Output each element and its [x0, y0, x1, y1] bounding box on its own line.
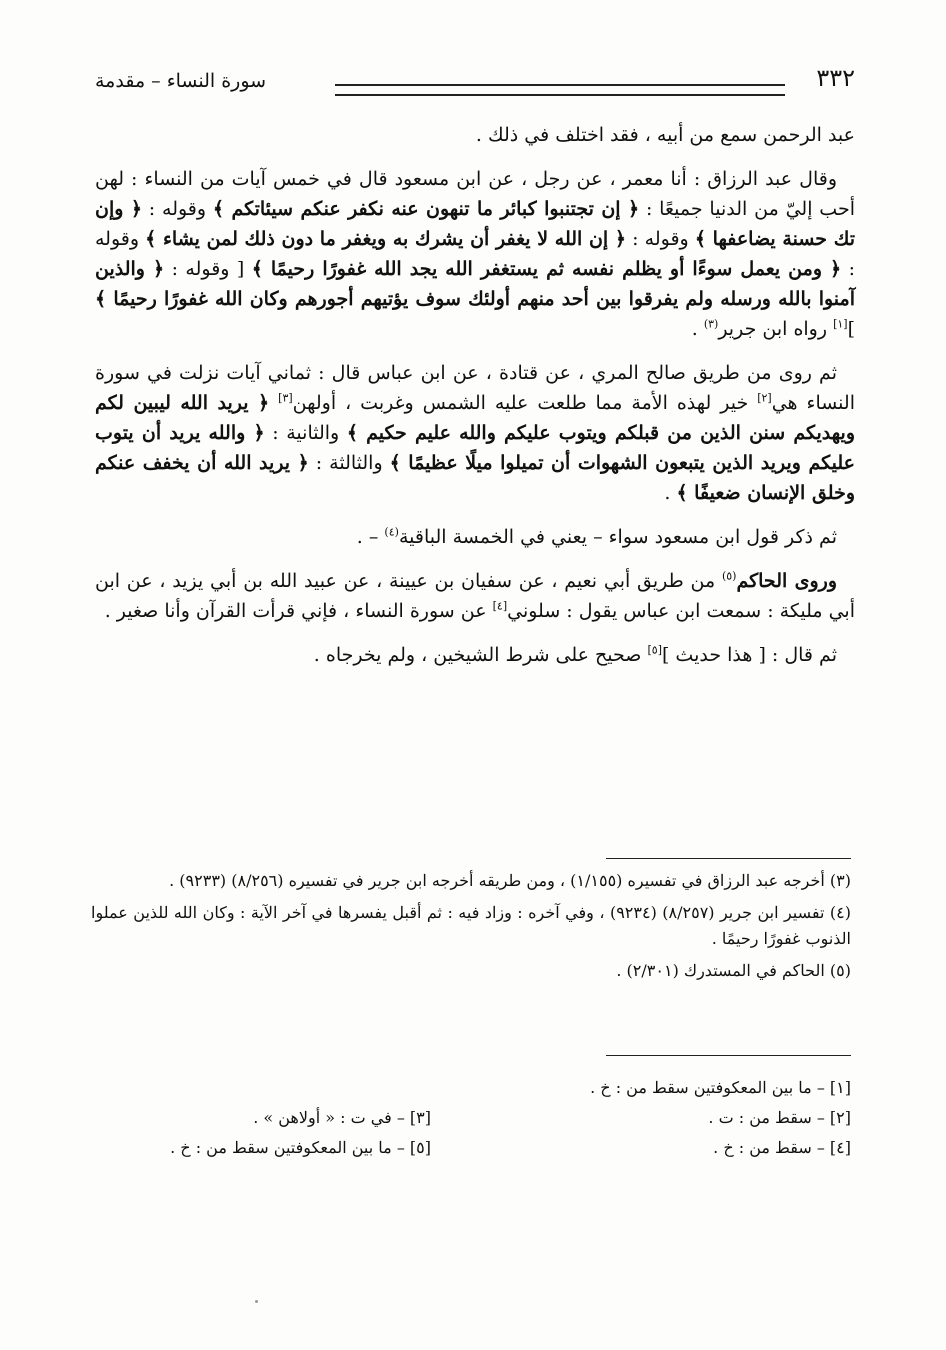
text: صحيح على شرط الشيخين ، ولم يخرجاه . — [313, 644, 648, 666]
text: ثم روى من طريق صالح المري ، عن قتادة ، عن ابن عباس قال : ثماني آيات نزلت في سورة النساء هي — [95, 362, 855, 414]
paragraph-5 — [95, 566, 855, 626]
paragraph-4 — [95, 522, 855, 552]
text: ] — [847, 318, 855, 340]
quran-verse: ﴿ والله يريد أن يتوب عليكم ويريد الذين يتبعون الشهوات أن تميلوا ميلًا عظيمًا ﴾ — [95, 422, 855, 474]
text: – . — [356, 526, 385, 548]
note-1: [١] – ما بين المعكوفتين سقط من : خ . — [590, 1077, 851, 1097]
note-4: [٤] – سقط من : خ . — [713, 1137, 851, 1157]
page-header — [95, 64, 855, 104]
paragraph-1 — [95, 120, 855, 150]
text: ثم ذكر قول ابن مسعود سواء – يعني في الخمسة الباقية — [398, 526, 837, 548]
bold-text: وروى الحاكم — [736, 570, 838, 592]
paragraph-2 — [95, 164, 855, 344]
main-text — [95, 120, 855, 684]
text: رواه ابن جرير — [718, 318, 834, 340]
text: من طريق أبي نعيم ، عن سفيان بن عيينة ، عن عبيد الله بن أبي يزيد ، عن ابن أبي مليكة : سمعت ابن عباس يقول : سلوني — [95, 570, 855, 622]
quran-verse: ﴿ إن تجتنبوا كبائر ما تنهون عنه نكفر عنكم سيئاتكم ﴾ — [212, 198, 640, 220]
running-title: سورة النساء – مقدمة — [95, 70, 267, 92]
text: والثالثة : — [308, 452, 390, 474]
note-ref: [٥] — [647, 643, 662, 657]
print-speck — [255, 1300, 258, 1303]
header-double-rule — [335, 84, 785, 96]
note-row — [91, 1072, 851, 1102]
text: وقوله : — [141, 198, 213, 220]
note-ref: [٤] — [492, 599, 508, 613]
footnote-ref: (٥) — [721, 569, 737, 583]
footnote-ref: (٤) — [384, 525, 399, 539]
quran-verse: ﴿ ومن يعمل سوءًا أو يظلم نفسه ثم يستغفر الله يجد الله غفورًا رحيمًا ﴾ — [251, 258, 842, 280]
text: خير لهذه الأمة مما طلعت عليه الشمس وغربت ، أولهن — [292, 392, 758, 414]
text: [ وقوله : — [164, 258, 252, 280]
text: وقال عبد الرزاق : أنا معمر ، عن رجل ، عن ابن مسعود قال في خمس آيات من النساء : لهن أحب إليّ من الدنيا جميعًا : — [95, 168, 855, 220]
quran-verse: ﴿ والذين آمنوا بالله ورسله ولم يفرقوا بين أحد منهم أولئك سوف يؤتيهم أجورهم وكان الله غفورًا رحيمًا ﴾ — [95, 258, 855, 310]
quran-verse: ﴿ يريد الله أن يخفف عنكم وخلق الإنسان ضعيفًا ﴾ — [95, 452, 855, 504]
text: وقوله : — [95, 228, 855, 280]
quran-verse: ﴿ يريد الله ليبين لكم ويهديكم سنن الذين من قبلكم ويتوب عليكم والله عليم حكيم ﴾ — [95, 392, 855, 444]
note-ref: [١] — [833, 317, 848, 331]
text: . — [664, 482, 677, 504]
footnote-ref: (٣) — [703, 317, 719, 331]
text: وقوله : — [626, 228, 695, 250]
text: والثانية : — [264, 422, 347, 444]
note-row — [91, 1132, 851, 1162]
text: عبد الرحمن سمع من أبيه ، فقد اختلف في ذلك . — [475, 124, 855, 146]
note-ref: [٢] — [757, 391, 772, 405]
footnotes — [91, 868, 851, 990]
variant-notes — [91, 1072, 851, 1162]
text: ثم قال : [ هذا حديث ] — [661, 644, 837, 666]
note-3: [٣] – في ت : « أولاهن » . — [253, 1107, 431, 1127]
footnote-3: (٣) أخرجه عبد الرزاق في تفسيره (١/١٥٥) ، ومن طريقه أخرجه ابن جرير في تفسيره (٨/٢٥٦) (٩٢٣٣) . — [169, 871, 851, 890]
quran-verse: ﴿ وإن تك حسنة يضاعفها ﴾ — [95, 198, 855, 250]
quran-verse: ﴿ إن الله لا يغفر أن يشرك به ويغفر ما دون ذلك لمن يشاء ﴾ — [145, 228, 627, 250]
page-number: ٣٣٢ — [816, 64, 855, 92]
text: عن سورة النساء ، فإني قرأت القرآن وأنا صغير . — [104, 600, 493, 622]
note-row — [91, 1102, 851, 1132]
note-2: [٢] – سقط من : ت . — [708, 1107, 851, 1127]
note-ref: [٣] — [278, 391, 293, 405]
notes-separator — [606, 1055, 851, 1056]
footnote-5: (٥) الحاكم في المستدرك (٢/٣٠١) . — [616, 961, 851, 980]
footnote-4: (٤) تفسير ابن جرير (٨/٢٥٧) (٩٢٣٤) ، وفي آخره : وزاد فيه : ثم أقبل يفسرها في آخر الآية : وكان الله للذين عملوا الذنوب غفورًا رحيمًا . — [91, 903, 851, 948]
text: . — [691, 318, 704, 340]
paragraph-3 — [95, 358, 855, 508]
note-5: [٥] – ما بين المعكوفتين سقط من : خ . — [170, 1137, 431, 1157]
paragraph-6 — [95, 640, 855, 670]
footnote-separator — [606, 858, 851, 859]
text — [269, 392, 278, 414]
